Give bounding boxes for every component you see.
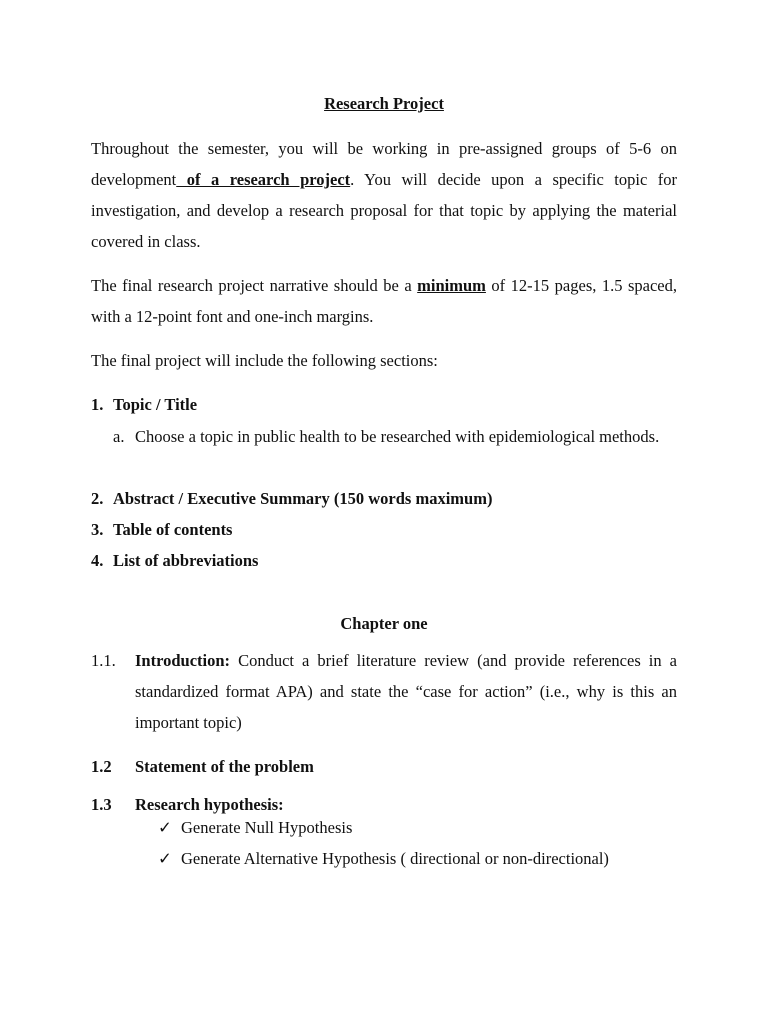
chapter-section-number: 1.2 <box>91 757 112 776</box>
chapter-section-label: Research hypothesis: <box>135 795 284 814</box>
format-paragraph <box>91 270 677 332</box>
chapter-section-number: 1.1. <box>91 651 116 670</box>
section-number: 1. <box>91 395 104 414</box>
section-item-contents <box>91 514 677 545</box>
chapter-section-body <box>135 789 677 820</box>
format-text-end: of 12-15 pages, 1.5 spaced, with a 12-point font and one-inch margins. <box>91 276 677 326</box>
chapter-section-number: 1.3 <box>91 795 112 814</box>
chapter-section-text: Conduct a brief literature review (and provide references in a standardized format APA) and state the “case for action” (i.e., why is this an important topic) <box>135 651 677 732</box>
sub-item-letter: a. <box>113 427 125 446</box>
hypothesis-item-alternative <box>158 848 609 870</box>
section-number: 4. <box>91 551 104 570</box>
intro-text-end: . You will decide upon a specific topic for investigation, and develop a research proposal for that topic by applying the material covered in class. <box>91 170 677 251</box>
section-label: Table of contents <box>113 520 233 539</box>
chapter-section-introduction <box>91 645 677 738</box>
hypothesis-text: Generate Alternative Hypothesis ( directional or non-directional) <box>181 849 609 868</box>
chapter-section-label: Statement of the problem <box>135 757 314 776</box>
chapter-section-body <box>135 751 677 782</box>
section-number: 2. <box>91 489 104 508</box>
research-project-emphasis: of a research project <box>176 170 351 189</box>
hypothesis-item-null <box>158 817 352 839</box>
sections-intro: The final project will include the following sections: <box>91 351 438 370</box>
checkmark-icon: ✓ <box>158 849 172 868</box>
checkmark-icon: ✓ <box>158 818 172 837</box>
chapter-section-body <box>135 645 677 738</box>
document-title: Research Project <box>324 94 444 113</box>
format-text-start: The final research project narrative should be a <box>91 276 418 295</box>
chapter-section-problem <box>91 751 677 782</box>
chapter-section-label: Introduction: <box>135 651 231 670</box>
section-item-abbreviations <box>91 545 677 576</box>
section-label: Topic / Title <box>113 395 198 414</box>
section-item-topic <box>91 389 677 420</box>
hypothesis-text: Generate Null Hypothesis <box>181 818 353 837</box>
intro-text-start: Throughout the semester, you will be working in pre-assigned groups of 5-6 on development <box>91 139 677 189</box>
minimum-emphasis: minimum <box>417 276 486 295</box>
sub-item-text: Choose a topic in public health to be researched with epidemiological methods. <box>135 427 660 446</box>
section-label: Abstract / Executive Summary (150 words maximum) <box>113 489 493 508</box>
chapter-heading: Chapter one <box>340 614 428 633</box>
intro-paragraph <box>91 133 677 257</box>
chapter-section-hypothesis <box>91 789 677 820</box>
sub-item-topic-choice <box>113 421 677 452</box>
section-label: List of abbreviations <box>113 551 259 570</box>
section-number: 3. <box>91 520 104 539</box>
section-item-abstract <box>91 483 677 514</box>
